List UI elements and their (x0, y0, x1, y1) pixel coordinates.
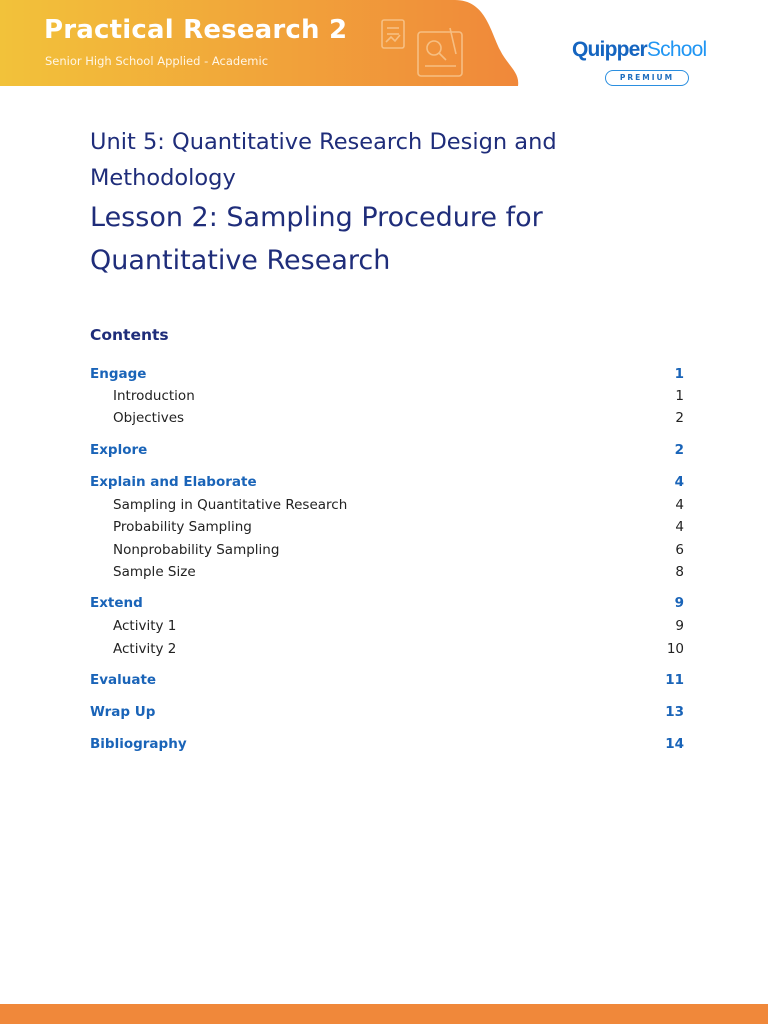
toc-item-extend[interactable] (90, 595, 684, 615)
toc-item-activity-1[interactable] (90, 618, 684, 638)
toc-item-sample-size[interactable] (90, 564, 684, 584)
toc-item-page: 8 (675, 564, 684, 580)
lesson-title: Lesson 2: Sampling Procedure for Quantitative Research (90, 202, 543, 276)
course-subtitle: Senior High School Applied - Academic (45, 54, 269, 68)
toc-item-label: Sample Size (113, 564, 196, 580)
toc-item-label: Activity 1 (113, 618, 177, 634)
toc-item-page: 2 (674, 442, 684, 458)
toc-item-page: 4 (674, 474, 684, 490)
toc-item-page: 13 (665, 704, 684, 720)
toc-item-nonprobability-sampling[interactable] (90, 542, 684, 562)
toc-item-label: Explain and Elaborate (90, 474, 257, 490)
footer-bar (0, 1004, 768, 1024)
logo-school-text: School (646, 38, 707, 61)
toc-item-evaluate[interactable] (90, 672, 684, 692)
toc-item-page: 4 (675, 497, 684, 513)
logo-wordmark (572, 38, 732, 62)
toc-item-label: Wrap Up (90, 704, 156, 720)
toc-item-label: Extend (90, 595, 143, 611)
toc-item-objectives[interactable] (90, 410, 684, 430)
toc-item-explain-and-elaborate[interactable] (90, 474, 684, 494)
toc-item-label: Sampling in Quantitative Research (113, 497, 348, 513)
toc-item-page: 9 (675, 618, 684, 634)
toc-item-label: Introduction (113, 388, 195, 404)
toc-item-bibliography[interactable] (90, 736, 684, 756)
toc-item-wrap-up[interactable] (90, 704, 684, 724)
contents-heading: Contents (90, 326, 169, 344)
toc-item-label: Bibliography (90, 736, 187, 752)
toc-item-introduction[interactable] (90, 388, 684, 408)
research-documents-icon (378, 14, 468, 84)
toc-item-page: 10 (666, 641, 684, 657)
toc-item-page: 6 (675, 542, 684, 558)
toc-item-label: Engage (90, 366, 147, 382)
course-title: Practical Research 2 (44, 15, 348, 45)
toc-item-label: Nonprobability Sampling (113, 542, 280, 558)
premium-badge: PREMIUM (605, 70, 689, 86)
toc-item-page: 4 (675, 519, 684, 535)
toc-item-label: Explore (90, 442, 148, 458)
toc-item-activity-2[interactable] (90, 641, 684, 661)
toc-item-page: 2 (675, 410, 684, 426)
toc-item-page: 1 (674, 366, 684, 382)
logo-quipper-text: Quipper (572, 38, 647, 61)
toc-item-label: Activity 2 (113, 641, 177, 657)
quipper-school-logo (572, 38, 732, 88)
toc-item-explore[interactable] (90, 442, 684, 462)
toc-item-page: 1 (675, 388, 684, 404)
toc-item-page: 14 (665, 736, 684, 752)
toc-item-page: 9 (674, 595, 684, 611)
toc-item-label: Probability Sampling (113, 519, 252, 535)
toc-item-page: 11 (665, 672, 684, 688)
toc-item-sampling-in-quantitative-research[interactable] (90, 497, 684, 517)
unit-title: Unit 5: Quantitative Research Design and Methodology (90, 129, 557, 191)
toc-item-engage[interactable] (90, 366, 684, 386)
toc-item-probability-sampling[interactable] (90, 519, 684, 539)
toc-item-label: Evaluate (90, 672, 157, 688)
toc-item-label: Objectives (113, 410, 185, 426)
